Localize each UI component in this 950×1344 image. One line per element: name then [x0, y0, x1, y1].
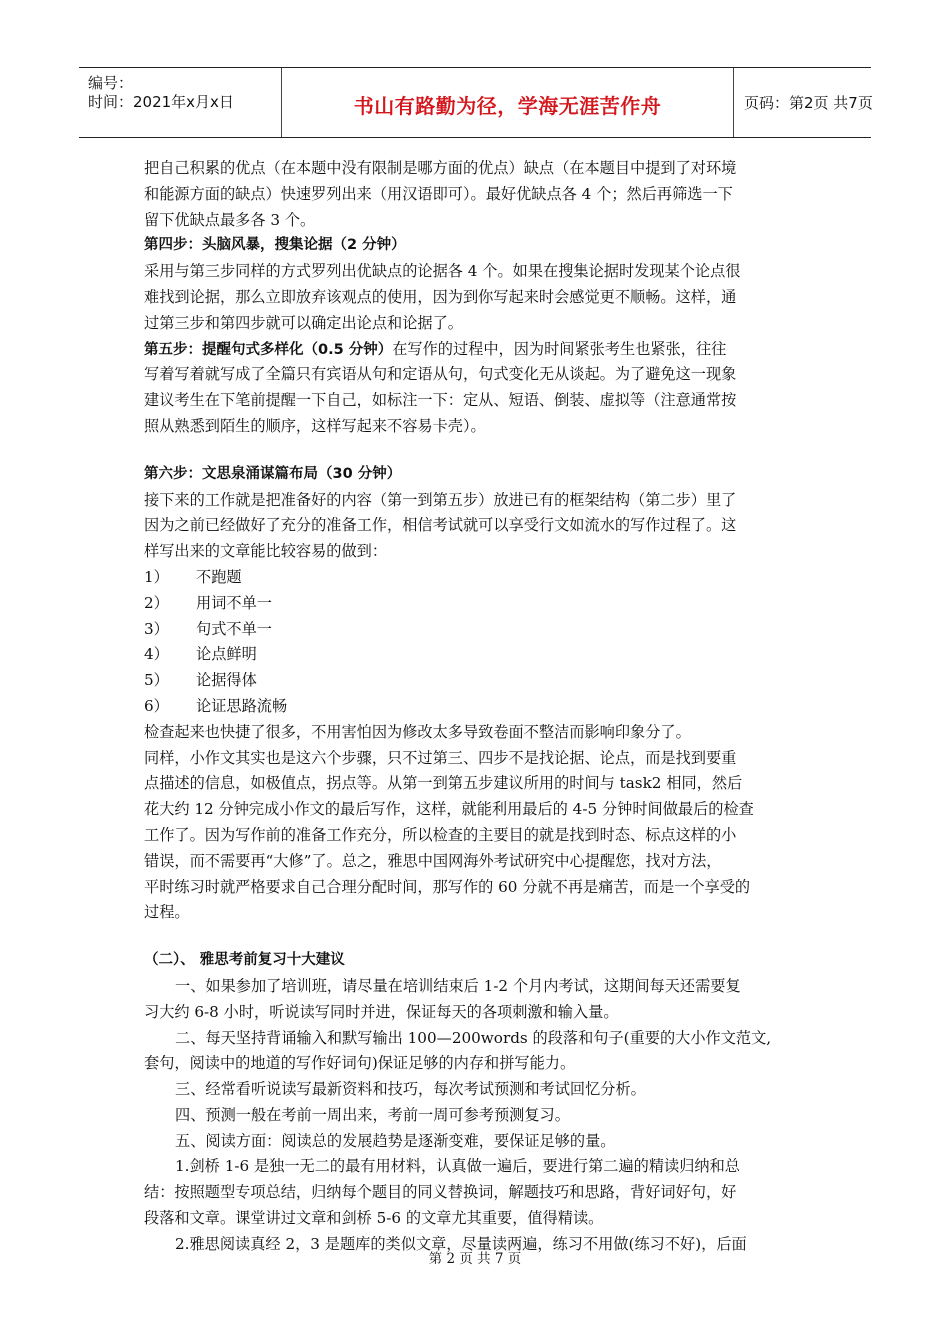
text-line: 点描述的信息，如极值点，拐点等。从第一到第五步建议所用的时间与 task2 相同，然后: [144, 774, 743, 793]
text-line: 过程。: [144, 903, 190, 922]
section2-heading: （二）、 雅思考前复习十大建议: [144, 952, 345, 969]
text-line: 2.雅思阅读真经 2，3 是题库的类似文章，尽量读两遍，练习不用做(练习不好)，后面: [175, 1234, 747, 1253]
list-item-text: 用词不单一: [196, 593, 272, 612]
text-line: 过第三步和第四步就可以确定出论点和论据了。: [144, 313, 463, 332]
paragraph-review-tips: [144, 974, 812, 1258]
page-header: [79, 67, 871, 138]
text-line: 段落和文章。课堂讲过文章和剑桥 5-6 的文章尤其重要，值得精读。: [144, 1209, 604, 1228]
paragraph-strengths-weaknesses: [144, 156, 812, 233]
step5-intro-text: 在写作的过程中，因为时间紧张考生也紧张，往往: [392, 339, 727, 358]
paragraph-step6: [144, 488, 812, 565]
text-line: 照从熟悉到陌生的顺序，这样写起来不容易卡壳）。: [144, 416, 486, 435]
header-motto: 书山有路勤为径，学海无涯苦作舟: [353, 94, 662, 118]
text-line: 接下来的工作就是把准备好的内容（第一到第五步）放进已有的框架结构（第二步）里了: [144, 490, 737, 509]
text-line: 检查起来也快捷了很多，不用害怕因为修改太多导致卷面不整洁而影响印象分了。: [144, 722, 691, 741]
step5-heading: 第五步：提醒句式多样化（0.5 分钟）: [144, 341, 393, 358]
list-item-number: 3）: [144, 619, 169, 638]
text-line: 套句，阅读中的地道的写作好词句)保证足够的内存和拼写能力。: [144, 1054, 576, 1073]
document-body: [144, 156, 812, 1258]
document-date-label: 时间：2021年x月x日: [88, 93, 234, 111]
list-item: [144, 642, 812, 668]
text-line: 难找到论据，那么立即放弃该观点的使用，因为到你写起来时会感觉更不顺畅。这样，通: [144, 287, 737, 306]
paragraph-step5: [144, 362, 812, 439]
step4-heading: 第四步：头脑风暴，搜集论据（2 分钟）: [144, 237, 406, 254]
text-line: 留下优缺点最多各 3 个。: [144, 210, 316, 229]
document-number-label: 编号：: [88, 74, 134, 92]
text-line: 1.剑桥 1-6 是独一无二的最有用材料，认真做一遍后，要进行第二遍的精读归纳和总: [175, 1157, 740, 1176]
list-item-text: 论证思路流畅: [196, 696, 288, 715]
text-line: 习大约 6-8 小时，听说读写同时并进，保证每天的各项刺激和输入量。: [144, 1002, 619, 1021]
text-line: 建议考生在下笔前提醒一下自己，如标注一下：定从、短语、倒装、虚拟等（注意通常按: [144, 391, 737, 410]
paragraph-step4: [144, 259, 812, 336]
header-motto-cell: [282, 68, 734, 137]
text-line: 同样，小作文其实也是这六个步骤，只不过第三、四步不是找论据、论点，而是找到要重: [144, 748, 737, 767]
list-item-text: 句式不单一: [196, 619, 272, 638]
list-item-text: 论据得体: [196, 671, 257, 690]
step6-heading: 第六步：文思泉涌谋篇布局（30 分钟）: [144, 465, 402, 482]
list-item: [144, 565, 812, 591]
step5-line: [144, 337, 812, 363]
text-line: 花大约 12 分钟完成小作文的最后写作，这样，就能利用最后的 4-5 分钟时间做最后的检查: [144, 800, 754, 819]
text-line: 四、预测一般在考前一周出来，考前一周可参考预测复习。: [175, 1105, 570, 1124]
text-line: 二、每天坚持背诵输入和默写输出 100—200words 的段落和句子(重要的大小作文范文,: [175, 1028, 772, 1047]
list-item-number: 4）: [144, 645, 169, 664]
text-line: 三、经常看听说读写最新资料和技巧，每次考试预测和考试回忆分析。: [175, 1080, 646, 1099]
text-line: 一、如果参加了培训班，请尽量在培训结束后 1-2 个月内考试，这期间每天还需要复: [175, 976, 741, 995]
text-line: 把自己积累的优点（在本题中没有限制是哪方面的优点）缺点（在本题目中提到了对环境: [144, 159, 737, 177]
text-line: 采用与第三步同样的方式罗列出优缺点的论据各 4 个。如果在搜集论据时发现某个论点很: [144, 262, 741, 281]
text-line: 结：按照题型专项总结，归纳每个题目的同义替换词，解题技巧和思路，背好词好句，好: [144, 1183, 737, 1202]
list-item-number: 6）: [144, 696, 169, 715]
list-item-text: 论点鲜明: [196, 645, 257, 664]
header-left-cell: [79, 68, 282, 137]
list-item: [144, 591, 812, 617]
text-line: 样写出来的文章能比较容易的做到：: [144, 542, 387, 561]
text-line: 和能源方面的缺点）快速罗列出来（用汉语即可）。最好优缺点各 4 个；然后再筛选一下: [144, 184, 733, 203]
text-line: 五、阅读方面：阅读总的发展趋势是逐渐变难，要保证足够的量。: [175, 1131, 616, 1150]
list-item-number: 5）: [144, 671, 169, 690]
benefit-list: [144, 565, 812, 720]
text-line: 写着写着就写成了全篇只有宾语从句和定语从句，句式变化无从谈起。为了避免这一现象: [144, 365, 737, 384]
text-line: 错误，而不需要再“大修”了。总之，雅思中国网海外考试研究中心提醒您，找对方法，: [144, 851, 722, 870]
text-line: 平时练习时就严格要求自己合理分配时间，那写作的 60 分就不再是痛苦，而是一个享受的: [144, 877, 751, 896]
list-item-number: 1）: [144, 567, 169, 586]
text-line: 工作了。因为写作前的准备工作充分，所以检查的主要目的就是找到时态、标点这样的小: [144, 825, 737, 844]
text-line: 因为之前已经做好了充分的准备工作，相信考试就可以享受行文如流水的写作过程了。这: [144, 516, 737, 535]
list-item: [144, 694, 812, 720]
header-page-cell: [734, 68, 871, 137]
list-item-text: 不跑题: [196, 567, 242, 586]
list-item-number: 2）: [144, 593, 169, 612]
list-item: [144, 617, 812, 643]
header-page-number: 页码：第2页 共7页: [744, 94, 873, 112]
list-item: [144, 668, 812, 694]
page-footer: 第 2 页 共 7 页: [428, 1251, 522, 1267]
paragraph-conclusion: [144, 720, 812, 926]
